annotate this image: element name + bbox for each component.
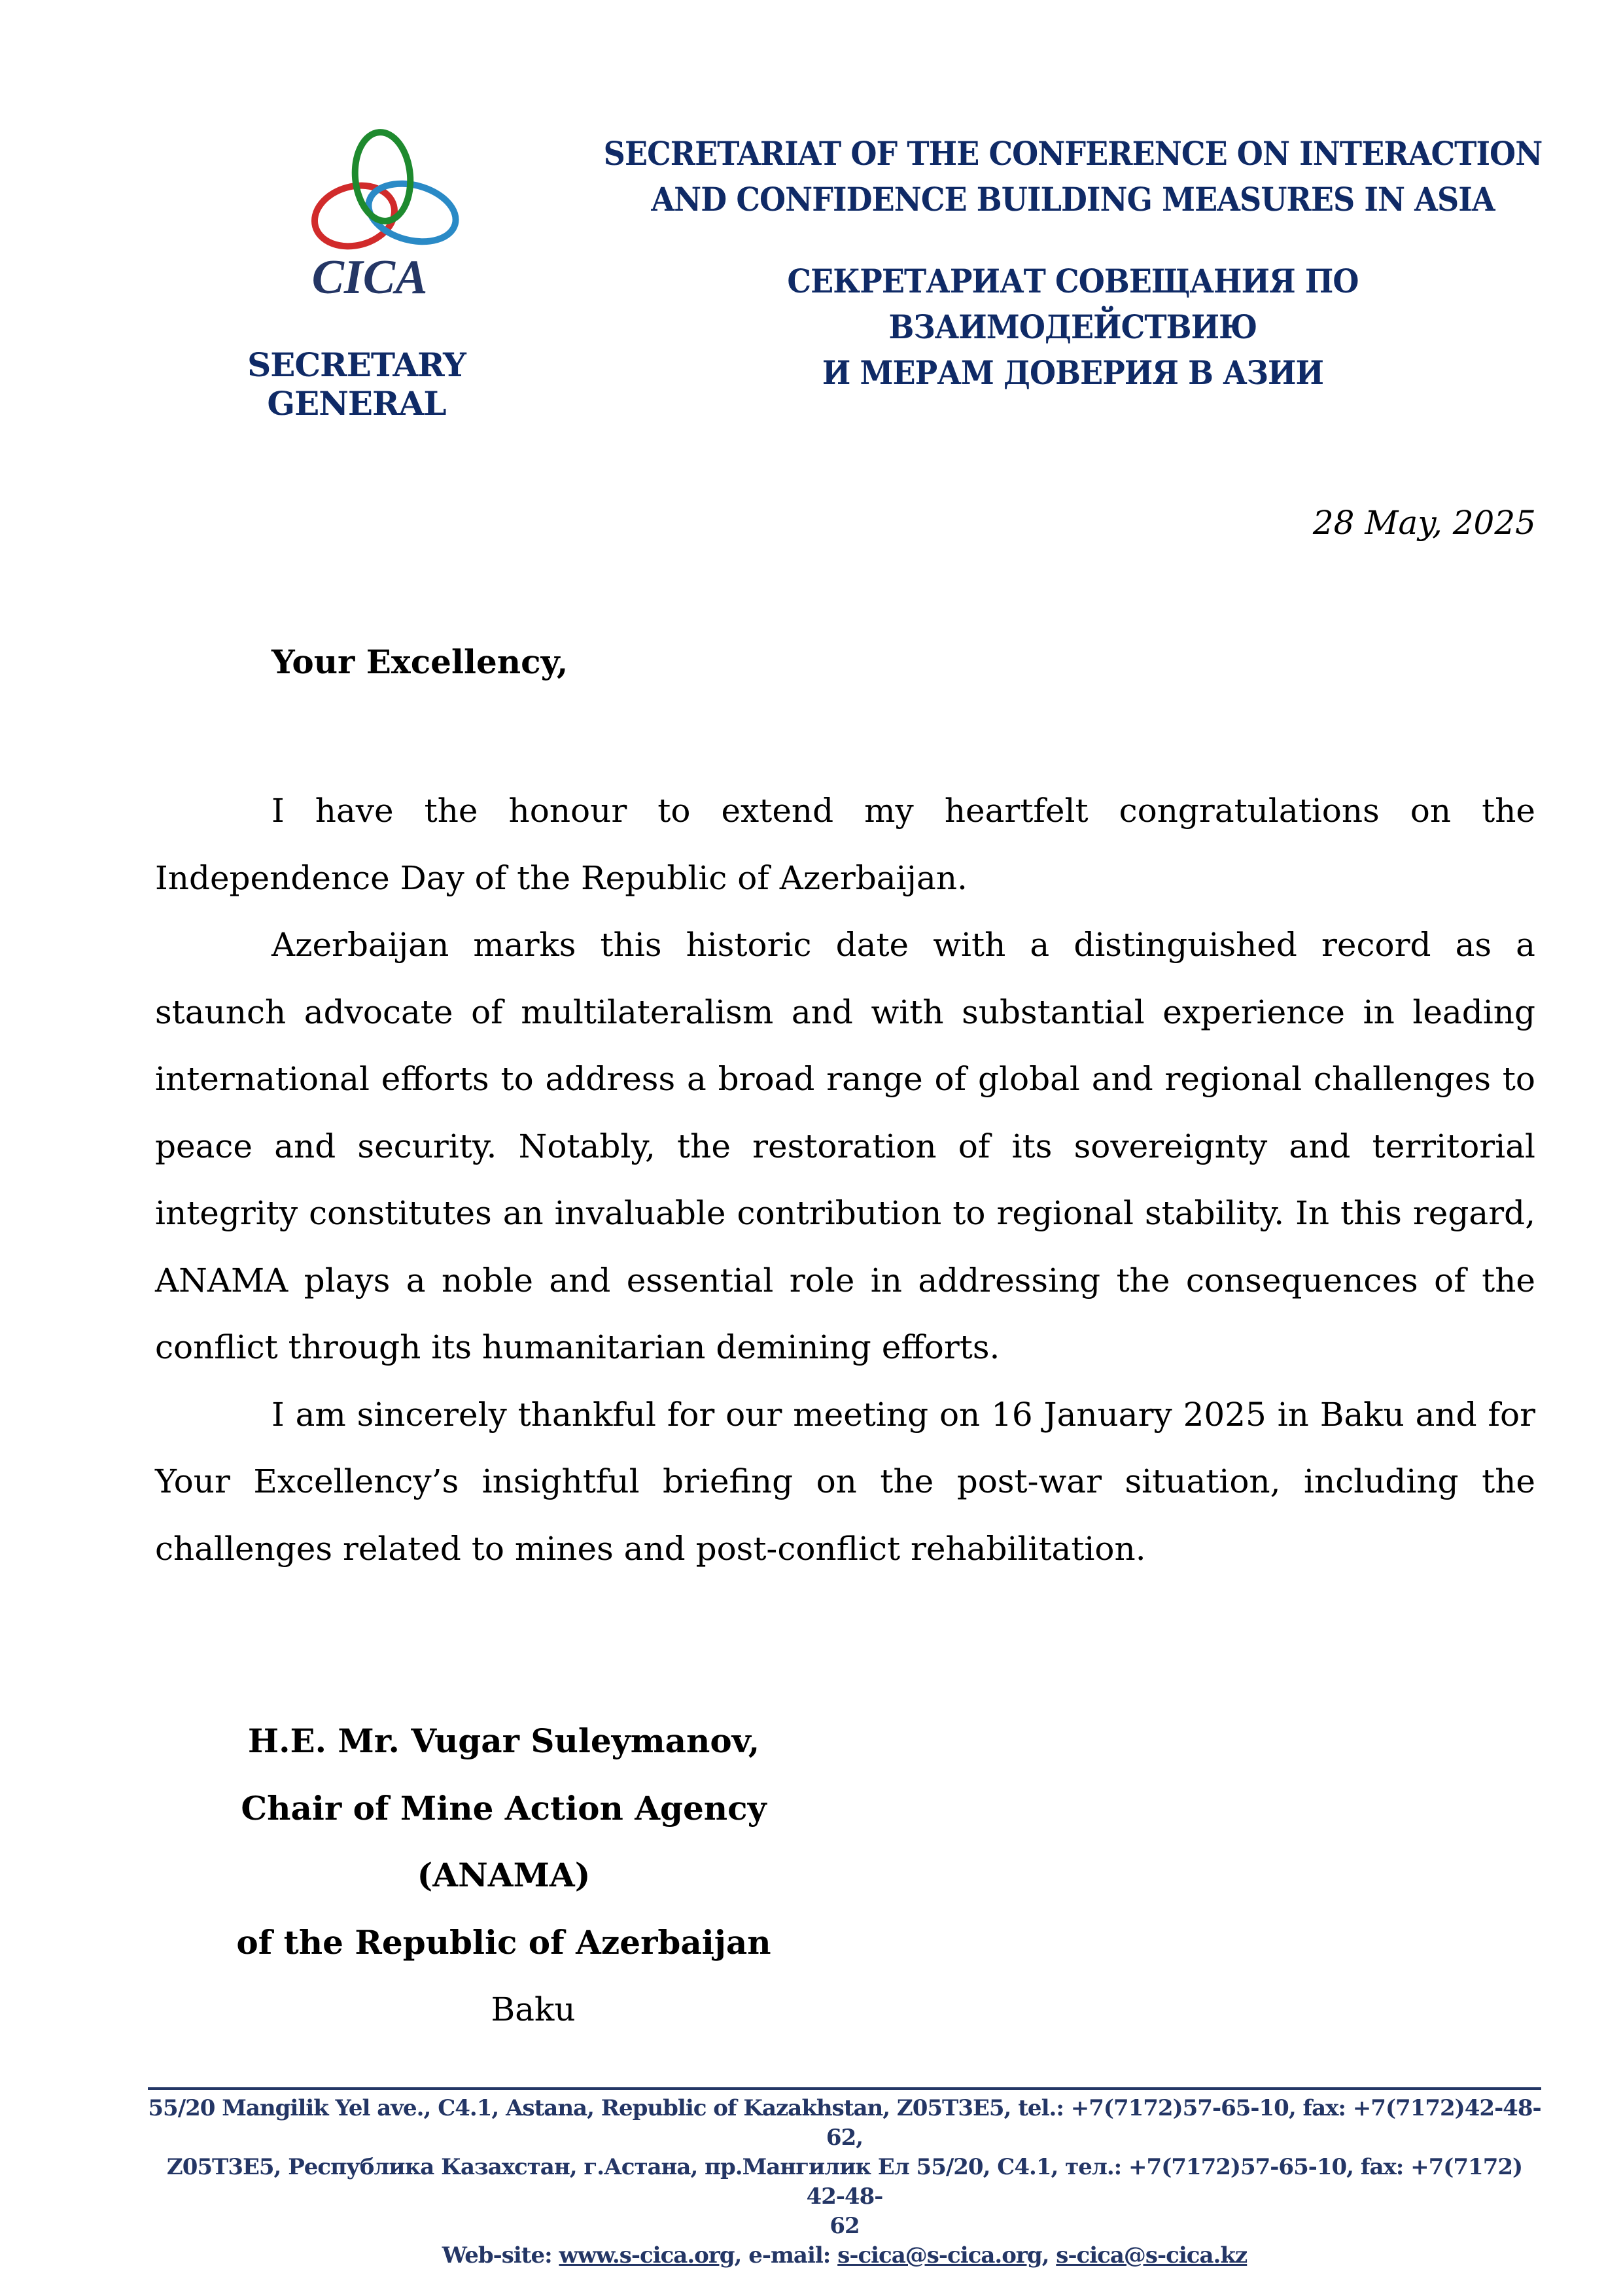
title-ru-line-2: И МЕРАМ ДОВЕРИЯ В АЗИИ — [822, 353, 1324, 392]
footer-contacts — [148, 2241, 1541, 2270]
addressee-block — [157, 1708, 850, 2043]
cica-logo-text: CICA — [311, 251, 428, 304]
email-link-kz[interactable]: s-cica@s-cica.kz — [1056, 2242, 1248, 2269]
addressee-country: of the Republic of Azerbaijan — [236, 1922, 771, 1962]
separator: , — [1041, 2242, 1056, 2269]
addressee-city: Baku — [491, 1990, 576, 2028]
organization-title-english — [603, 131, 1542, 222]
paragraph-2: Azerbaijan marks this historic date with a distinguished record as a staunch advocate of multilateralism and with substantial experience in leading international efforts to address a broad range of global and regional challenges to peace and security. Notably, the restoration of its sovereignty and territorial integrity constitutes an invaluable contribution to regional stability. In this regard, ANAMA plays a noble and essential role in addressing the consequences of the conflict through its humanitarian demining efforts. — [155, 926, 1535, 1366]
website-label: Web-site: — [442, 2242, 559, 2269]
paragraph-1: I have the honour to extend my heartfelt congratulations on the Independence Day of the Republic of Azerbaijan. — [155, 792, 1535, 897]
letter-date: 28 May, 2025 — [1312, 504, 1536, 542]
addressee-name: H.E. Mr. Vugar Suleymanov, — [247, 1722, 760, 1760]
title-en-line-2: AND CONFIDENCE BUILDING MEASURES IN ASIA — [651, 180, 1495, 219]
organization-title-russian — [603, 258, 1542, 396]
title-en-line-1: SECRETARIAT OF THE CONFERENCE ON INTERACTION — [603, 134, 1543, 173]
footer-divider — [148, 2087, 1541, 2090]
paragraph-3: I am sincerely thankful for our meeting on 16 January 2025 in Baku and for Your Excellency’s insightful briefing on the post-war situation, including the challenges related to mines and post-conflict rehabilitation. — [155, 1395, 1535, 1568]
salutation: Your Excellency, — [271, 643, 568, 681]
secretary-general-label: SECRETARY GENERAL — [247, 345, 466, 423]
footer-address-ru: Z05T3E5, Республика Казахстан, г.Астана, пр.Мангилик Ел 55/20, С4.1, тел.: +7(7172)57-65-10, fax: +7(7172) 42-48- — [166, 2154, 1523, 2210]
email-label: , e-mail: — [734, 2242, 838, 2269]
footer-address-ru-cont: 62 — [829, 2213, 860, 2239]
email-link-org[interactable]: s-cica@s-cica.org — [837, 2242, 1042, 2269]
footer-address-en: 55/20 Mangilik Yel ave., C4.1, Astana, Republic of Kazakhstan, Z05T3E5, tel.: +7(7172)57-65-10, fax: +7(7172)42-48-62, — [148, 2095, 1541, 2151]
title-ru-line-1: СЕКРЕТАРИАТ СОВЕЩАНИЯ ПО ВЗАИМОДЕЙСТВИЮ — [787, 262, 1359, 346]
cica-logo-icon — [307, 128, 464, 258]
footer — [148, 2094, 1541, 2270]
addressee-title: Chair of Mine Action Agency (ANAMA) — [241, 1788, 767, 1894]
letter-body — [155, 777, 1535, 1582]
website-link[interactable]: www.s-cica.org — [559, 2242, 735, 2269]
